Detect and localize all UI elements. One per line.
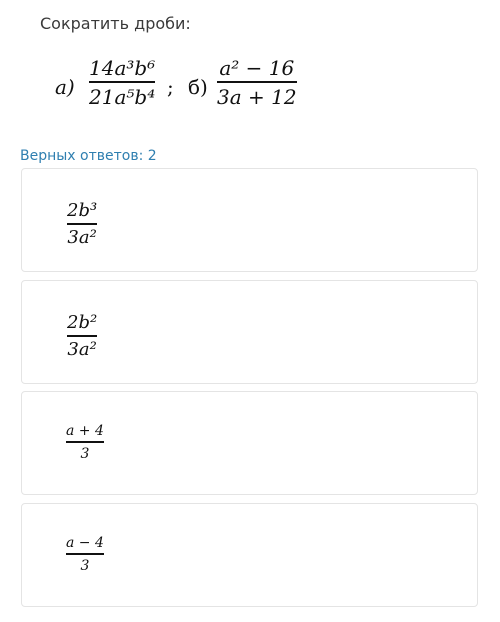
option-1-fraction <box>67 202 97 247</box>
answer-option-4[interactable] <box>21 503 478 607</box>
option-1-numerator: 2b³ <box>67 200 98 221</box>
fraction-b-numerator: a² − 16 <box>219 56 295 80</box>
option-2-bar <box>67 335 97 337</box>
question-title: Сократить дроби: <box>40 14 191 33</box>
option-2-denominator: 3a² <box>67 338 97 360</box>
fraction-a-numerator: 14a³b⁶ <box>89 56 156 80</box>
option-2-fraction <box>67 314 97 359</box>
option-3-denominator: 3 <box>80 445 90 462</box>
answer-option-2[interactable] <box>21 280 478 384</box>
option-3-bar <box>66 441 104 443</box>
fraction-b-bar <box>217 81 297 83</box>
option-4-denominator: 3 <box>80 557 90 574</box>
option-4-fraction <box>66 536 104 573</box>
option-1-denominator: 3a² <box>67 226 97 248</box>
option-3-numerator: a + 4 <box>66 423 104 439</box>
fraction-b <box>217 58 297 107</box>
option-4-bar <box>66 553 104 555</box>
fraction-a <box>89 58 155 107</box>
option-3-fraction <box>66 424 104 461</box>
task-expressions <box>55 56 315 116</box>
answer-option-1[interactable] <box>21 168 478 272</box>
separator: ; <box>167 75 174 99</box>
fraction-b-denominator: 3a + 12 <box>217 84 297 109</box>
option-4-numerator: a − 4 <box>66 535 104 551</box>
option-1-bar <box>67 223 97 225</box>
part-b-label: б) <box>188 75 208 99</box>
part-a-label: а) <box>55 75 75 99</box>
correct-answers-count: Верных ответов: 2 <box>20 148 157 164</box>
answer-option-3[interactable] <box>21 391 478 495</box>
fraction-a-bar <box>89 81 155 83</box>
fraction-a-denominator: 21a⁵b⁴ <box>89 84 156 109</box>
option-2-numerator: 2b² <box>67 312 98 333</box>
